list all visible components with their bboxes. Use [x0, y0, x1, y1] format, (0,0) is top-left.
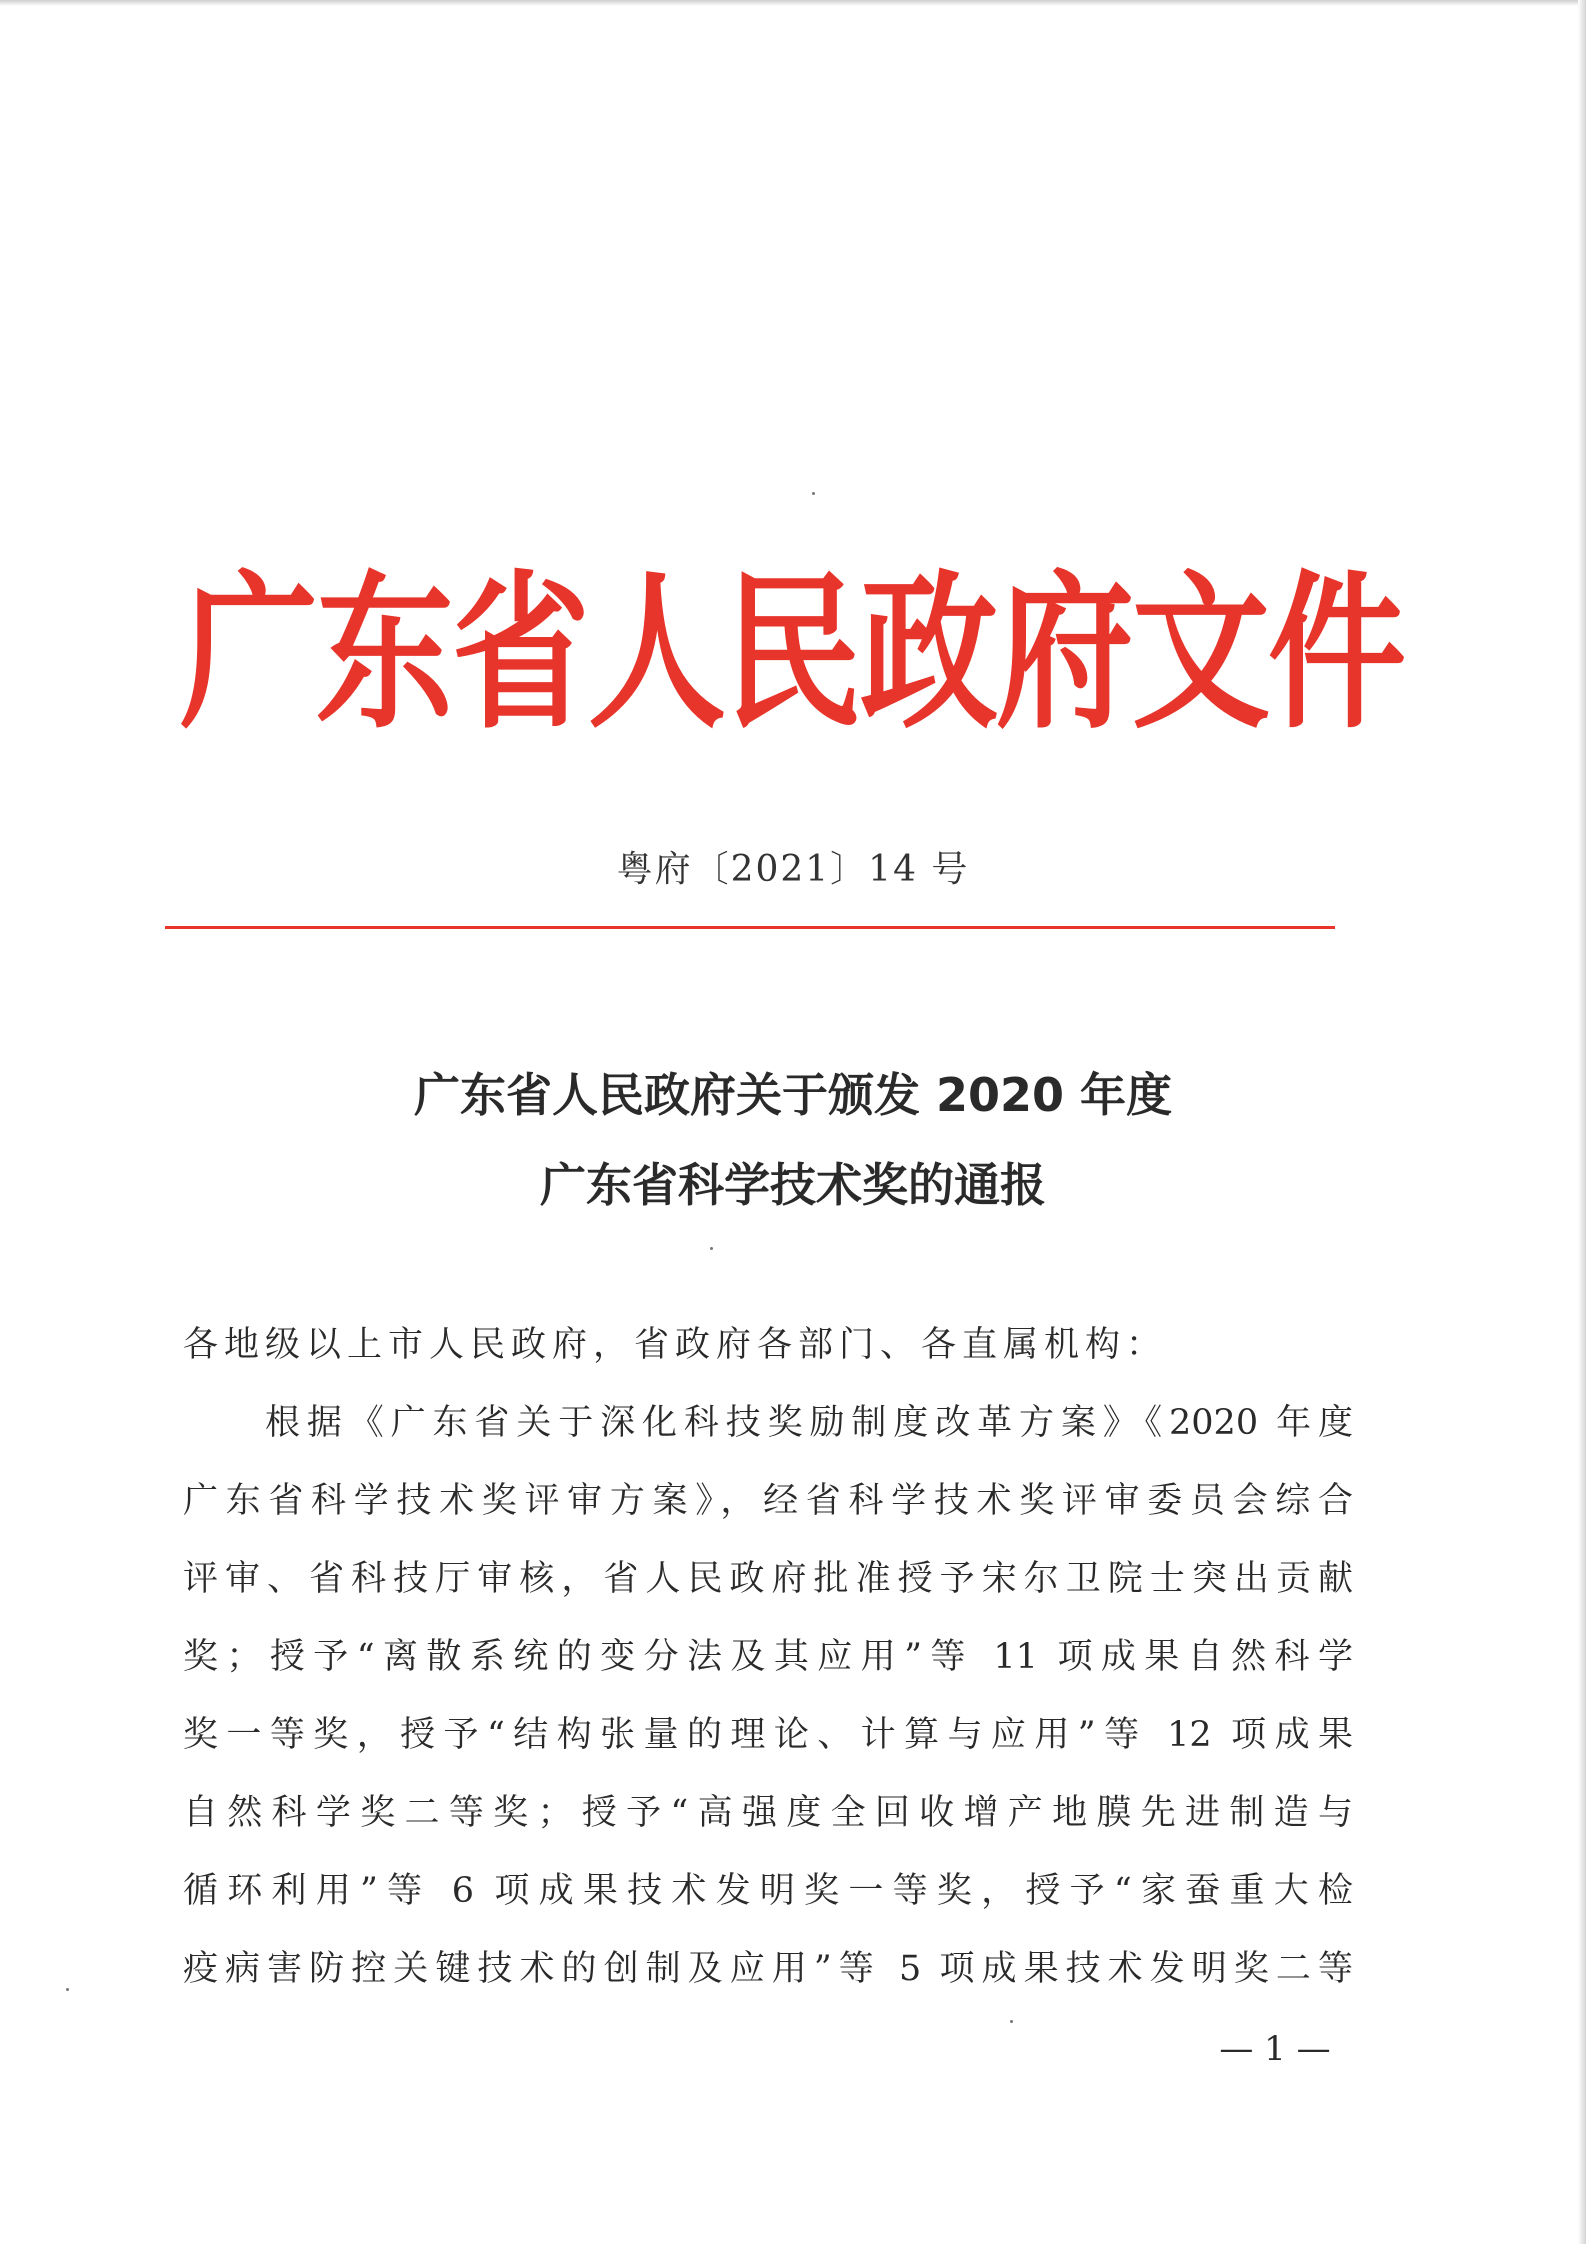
document-masthead: 广东省人民政府文件 [180, 555, 1405, 752]
red-separator-line [165, 926, 1335, 929]
body-line-2: 广东省科学技术奖评审方案》，经省科学技术奖评审委员会综合 [183, 1481, 1353, 1521]
body-line-7: 循环利用”等 6 项成果技术发明奖一等奖，授予“家蚕重大检 [183, 1871, 1353, 1911]
document-title-line-2: 广东省科学技术奖的通报 [540, 1158, 1046, 1212]
page-number: — 1 — [1219, 2029, 1331, 2069]
document-title-line-1: 广东省人民政府关于颁发 2020 年度 [413, 1068, 1173, 1122]
body-line-3: 评审、省科技厅审核，省人民政府批准授予宋尔卫院士突出贡献 [183, 1559, 1353, 1599]
addressee-line: 各地级以上市人民政府，省政府各部门、各直属机构： [183, 1325, 1168, 1365]
scan-speck [66, 1988, 69, 1991]
scan-speck [1010, 2020, 1013, 2023]
scan-edge-top [0, 0, 1586, 6]
body-line-1: 根据《广东省关于深化科技奖励制度改革方案》《2020 年度 [265, 1403, 1353, 1443]
scan-speck [710, 1247, 713, 1250]
scan-speck [812, 492, 815, 495]
document-number: 粤府〔2021〕14 号 [616, 849, 970, 890]
body-line-4: 奖；授予“离散系统的变分法及其应用”等 11 项成果自然科学 [183, 1637, 1353, 1677]
body-line-5: 奖一等奖，授予“结构张量的理论、计算与应用”等 12 项成果 [183, 1715, 1353, 1755]
body-line-8: 疫病害防控关键技术的创制及应用”等 5 项成果技术发明奖二等 [183, 1949, 1353, 1989]
body-line-6: 自然科学奖二等奖；授予“高强度全回收增产地膜先进制造与 [183, 1793, 1353, 1833]
